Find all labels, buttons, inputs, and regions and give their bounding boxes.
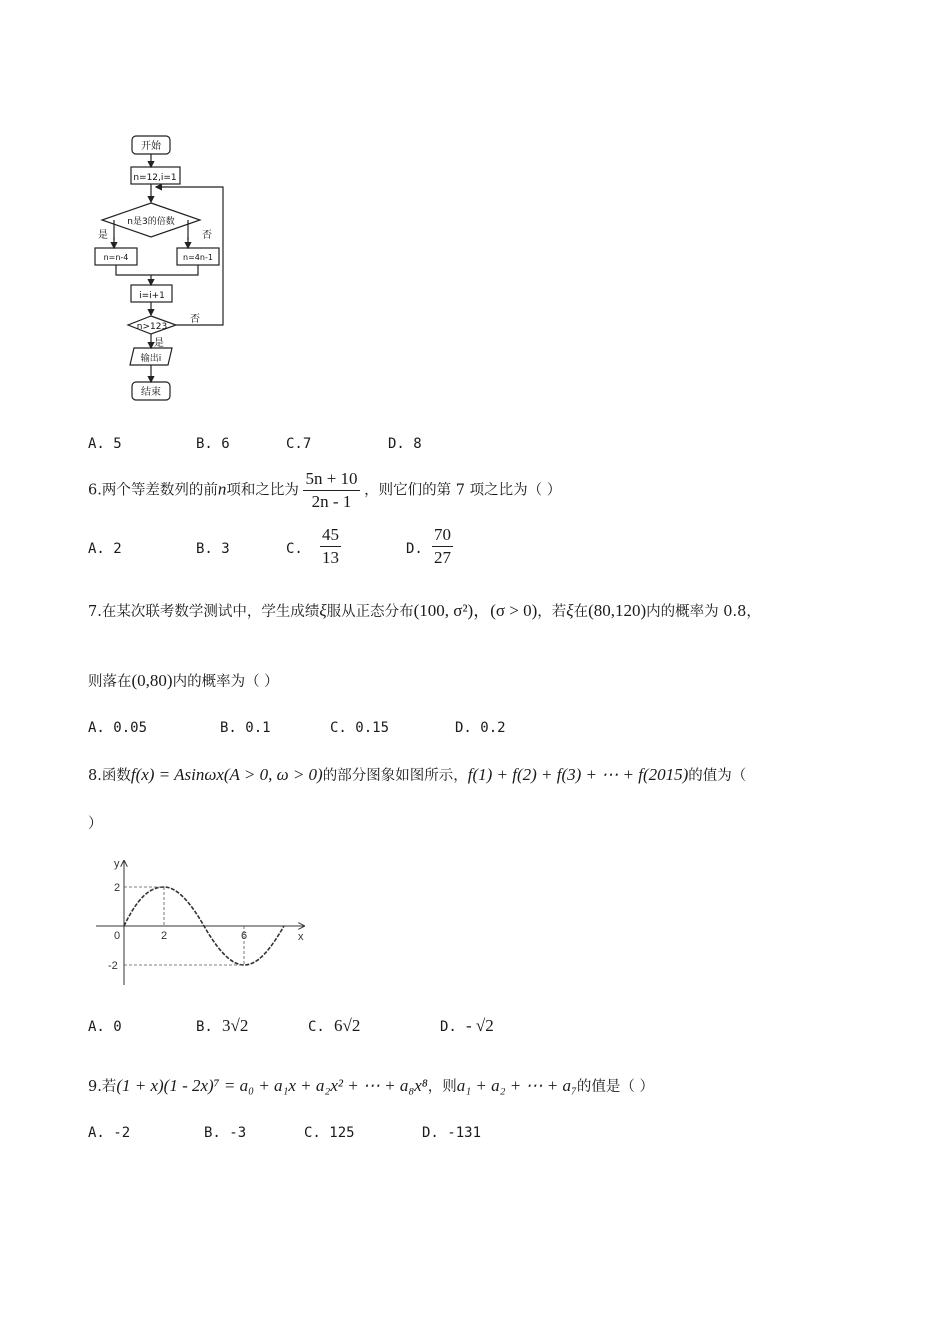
q8-option-c: C. — [308, 1019, 325, 1035]
q9-option-c: C. 125 — [304, 1125, 355, 1141]
graph-origin: 0 — [114, 930, 121, 942]
q8-line-2: ） — [88, 816, 103, 832]
fc-assign-yes: n=n-4 — [103, 253, 129, 262]
q5-option-d: D. 8 — [388, 436, 422, 452]
fc-no2: 否 — [190, 314, 200, 325]
q8-mid: 的部分图象如图所示， — [322, 768, 468, 784]
q5-option-a: A. 5 — [88, 436, 122, 452]
q6-d-den: 27 — [434, 548, 451, 567]
q6-suffix: ，则它们的第 7 项之比为（ ） — [364, 482, 562, 499]
q5-option-c: C.7 — [286, 436, 312, 452]
q7-option-b: B. 0.1 — [220, 720, 271, 736]
q8-option-a: A. 0 — [88, 1019, 122, 1035]
q6-d-num: 70 — [432, 524, 453, 547]
fc-init: n=12,i=1 — [133, 173, 177, 183]
flowchart — [90, 130, 240, 410]
q9-expr: (1 + x)(1 - 2x)⁷ = a₀ + a₁x + a₂x² + ⋯ + a₈x⁸ — [116, 1076, 428, 1095]
q8-option-b: B. — [196, 1019, 213, 1035]
q7-text-g: 内的概率为（ ） — [172, 674, 279, 690]
graph-y-label: y — [114, 858, 120, 870]
q7-option-a: A. 0.05 — [88, 720, 148, 736]
q7-interval-2: (0,80) — [131, 671, 173, 690]
q7-text-c: ，若 — [537, 604, 567, 620]
q6-mid: 项和之比为 — [226, 482, 299, 499]
q7-interval: (80,120) — [588, 601, 647, 620]
q6-c-den: 13 — [322, 548, 339, 567]
q7-option-c: C. 0.15 — [330, 720, 390, 736]
q7-xi-2: ξ — [566, 601, 574, 620]
q7-xi: ξ — [319, 601, 327, 620]
q7-text-e: 内的概率为 0.8， — [646, 604, 761, 620]
q7-text-f: 则落在 — [88, 674, 132, 690]
q9-sum: a₁ + a₂ + ⋯ + a₇ — [456, 1076, 577, 1095]
q7-text-b: 服从正态分布 — [326, 604, 414, 620]
graph-x-tick-2: 2 — [161, 930, 168, 942]
fc-yes1: 是 — [98, 230, 108, 241]
fc-no1: 否 — [202, 230, 212, 241]
graph-y-tick-neg2: -2 — [108, 960, 118, 972]
q6-option-d: D. — [406, 541, 423, 557]
q8-func: f(x) = Asinωx(A > 0, ω > 0) — [130, 765, 323, 784]
q7-text-d: 在 — [573, 604, 589, 620]
q6-frac-num: 5n + 10 — [303, 468, 359, 491]
graph-x-label: x — [298, 931, 304, 943]
fc-incr: i=i+1 — [139, 291, 165, 301]
q6-c-num: 45 — [320, 524, 341, 547]
question-6 — [88, 468, 561, 513]
q6-prefix: 6.两个等差数列的前 — [88, 482, 218, 499]
fc-cond2: n>123 — [136, 322, 168, 332]
q6-option-c: C. — [286, 541, 303, 557]
q7-option-d: D. 0.2 — [455, 720, 506, 736]
q9-prefix: 9.若 — [88, 1079, 117, 1095]
q8-option-c-value: 6√2 — [334, 1016, 361, 1035]
q7-dist: (100, σ²) — [413, 601, 474, 620]
q6-fraction — [303, 468, 359, 513]
graph-x-tick-6: 6 — [241, 930, 248, 942]
q9-option-b: B. -3 — [204, 1125, 247, 1141]
fc-yes2: 是 — [154, 338, 164, 349]
fc-assign-no: n=4n-1 — [183, 253, 213, 262]
q8-sum: f(1) + f(2) + f(3) + ⋯ + f(2015) — [467, 765, 689, 784]
q9-mid: ，则 — [427, 1079, 457, 1095]
q6-frac-den: 2n - 1 — [311, 492, 352, 511]
q8-suffix: 的值为（ — [688, 768, 747, 784]
q8-option-d-value: - √2 — [466, 1016, 494, 1035]
q7-text-a: 7.在某次联考数学测试中，学生成绩 — [88, 604, 320, 620]
q6-option-c-value — [320, 524, 341, 569]
question-7-line-1 — [88, 596, 761, 621]
fc-output: 输出i — [140, 354, 162, 364]
q9-option-a: A. -2 — [88, 1125, 131, 1141]
q5-option-b: B. 6 — [196, 436, 230, 452]
question-8-line-1 — [88, 764, 746, 785]
q8-option-b-value: 3√2 — [222, 1016, 249, 1035]
graph-y-tick-2: 2 — [114, 882, 121, 894]
q7-cond: ，(σ > 0) — [473, 601, 538, 620]
q8-option-d: D. — [440, 1019, 457, 1035]
q9-option-d: D. -131 — [422, 1125, 482, 1141]
question-9 — [88, 1075, 654, 1096]
q6-option-b: B. 3 — [196, 541, 230, 557]
q8-sine-graph — [92, 855, 312, 990]
fc-cond1: n是3的倍数 — [127, 217, 175, 227]
q9-suffix: 的值是（ ） — [576, 1079, 655, 1095]
q6-option-d-value — [432, 524, 453, 569]
q6-option-a: A. 2 — [88, 541, 122, 557]
fc-start: 开始 — [141, 141, 161, 152]
question-7-line-2 — [88, 670, 279, 691]
q8-prefix: 8.函数 — [88, 768, 131, 784]
fc-end: 结束 — [141, 387, 161, 398]
q6-var: n — [217, 479, 227, 499]
